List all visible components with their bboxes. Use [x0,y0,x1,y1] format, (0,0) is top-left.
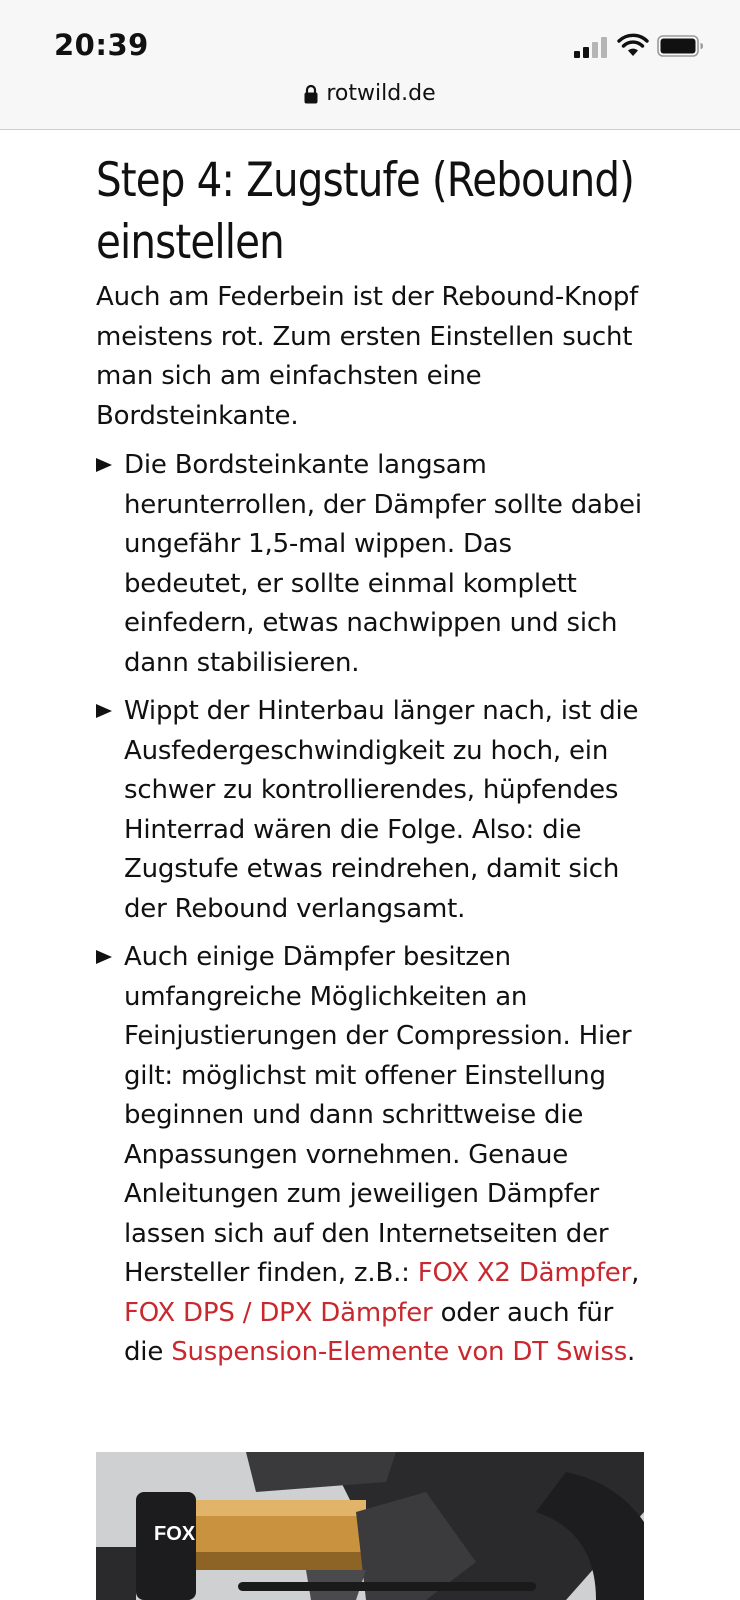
triangle-arrow-icon [96,704,112,718]
fox-x2-link[interactable]: FOX X2 Dämpfer [417,1258,632,1288]
bike-shock-image [96,1452,644,1600]
intro-paragraph: Auch am Federbein ist der Rebound-Knopf meistens rot. Zum ersten Einstellen sucht man sich am einfachsten eine Bordsteinkante. [96,282,639,431]
list-item-text: Wippt der Hinterbau länger nach, ist die Ausfedergeschwindigkeit zu hoch, ein schwer zu kontrollierendes, hüpfendes Hinterrad wären die Folge. Also: die Zugstufe etwas reindrehen, damit sich der Rebound verlangsamt. [124,696,639,924]
lock-icon [304,84,318,104]
list-item [96,938,644,1373]
home-indicator[interactable] [238,1582,536,1591]
battery-icon [657,35,703,57]
cellular-signal-icon [574,36,610,58]
bullet-list [96,446,644,1373]
bike-shock-photo [96,1452,644,1600]
list-item-text: , [631,1258,640,1288]
list-item-text: . [627,1337,636,1367]
list-item [96,446,644,683]
list-item [96,692,644,929]
status-bar [0,0,740,75]
article-content [96,150,644,1382]
fox-dps-dpx-link[interactable]: FOX DPS / DPX Dämpfer [124,1297,433,1328]
dt-swiss-link[interactable]: Suspension-Elemente von DT Swiss [171,1337,628,1367]
address-bar[interactable] [0,75,740,130]
triangle-arrow-icon [96,950,112,964]
list-item-text: oder auch für die [124,1297,614,1367]
triangle-arrow-icon [96,458,112,472]
section-title: Step 4: Zugstufe (Rebound) einstellen [96,153,635,270]
fox-logo: FOX [154,1523,196,1545]
wifi-icon [617,33,649,57]
status-time: 20:39 [54,28,149,62]
list-item-text: Die Bordsteinkante langsam herunterrollen, der Dämpfer sollte dabei ungefähr 1,5-mal wippen. Das bedeutet, er sollte einmal komplett einfedern, etwas nachwippen und sich dann stabilisieren. [124,450,642,678]
url-text: rotwild.de [326,81,436,106]
list-item-text: Auch einige Dämpfer besitzen umfangreiche Möglichkeiten an Feinjustierungen der Compression. Hier gilt: möglichst mit offener Einstellung beginnen und dann schrittweise die Anpassungen vornehmen. Genaue Anleitungen zum jeweiligen Dämpfer lassen sich auf den Internetseiten der Hersteller finden, z.B.: [124,942,632,1288]
